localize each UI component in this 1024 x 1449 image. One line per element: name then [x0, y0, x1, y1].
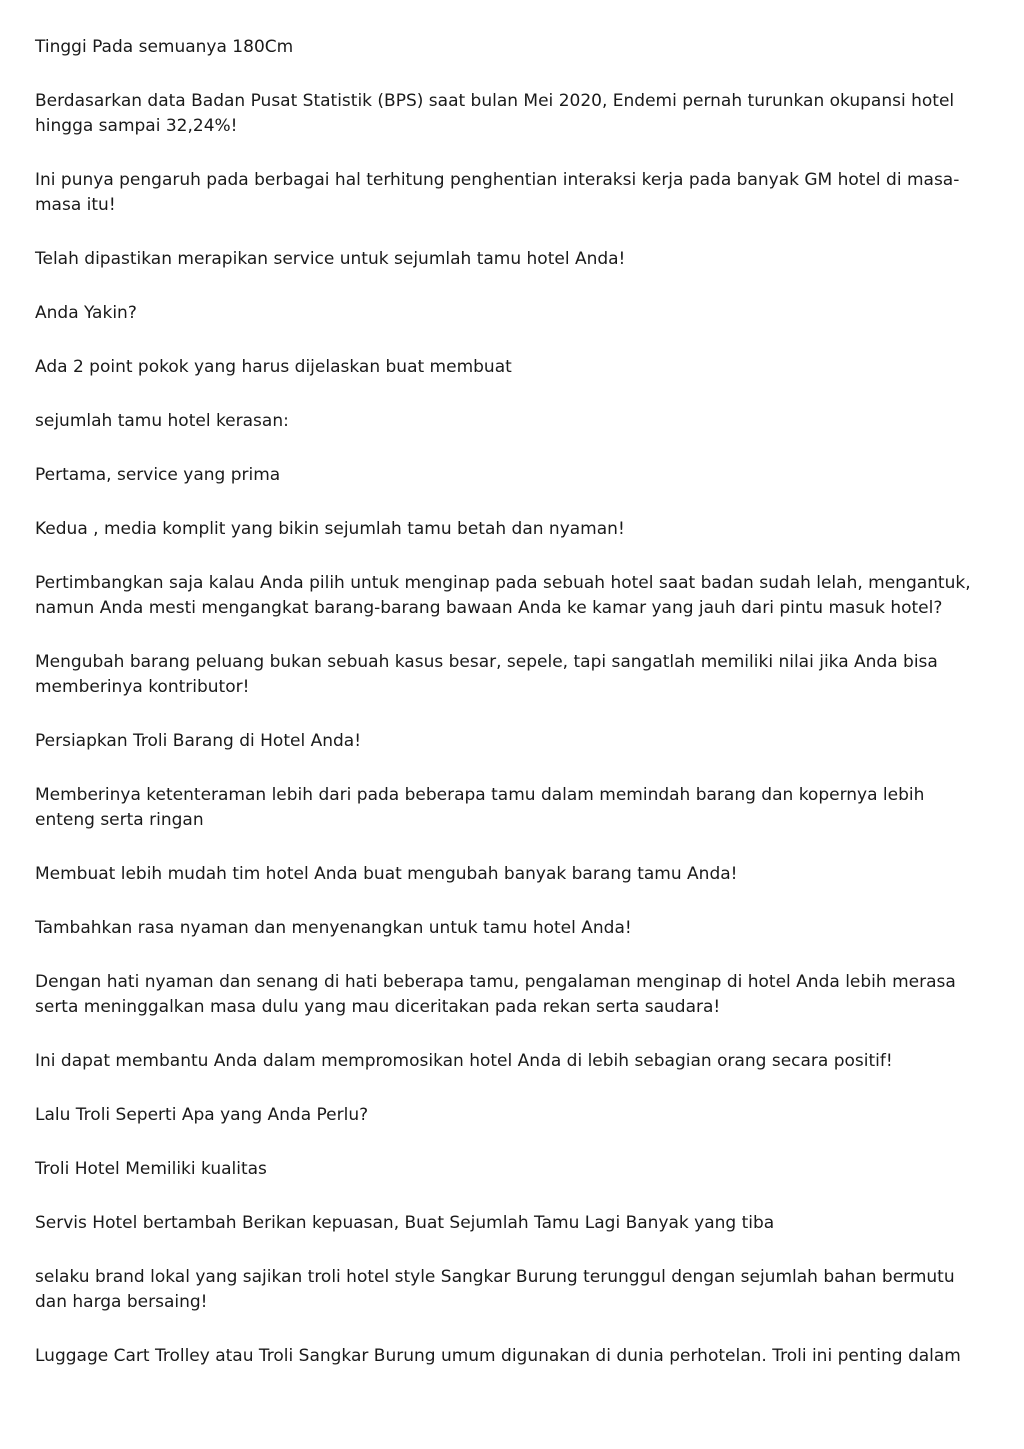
paragraph: Mengubah barang peluang bukan sebuah kasus besar, sepele, tapi sangatlah memiliki nilai jika Anda bisa memberinya kontributor!	[35, 652, 938, 697]
paragraph: Ada 2 point pokok yang harus dijelaskan buat membuat	[35, 357, 512, 377]
paragraph: Tinggi Pada semuanya 180Cm	[35, 37, 294, 57]
paragraph: Memberinya ketenteraman lebih dari pada beberapa tamu dalam memindah barang dan kopernya lebih enteng serta ringan	[35, 785, 925, 830]
paragraph: Dengan hati nyaman dan senang di hati beberapa tamu, pengalaman menginap di hotel Anda lebih merasa serta meninggalkan masa dulu yang mau diceritakan pada rekan serta saudara!	[35, 972, 956, 1017]
paragraph: selaku brand lokal yang sajikan troli hotel style Sangkar Burung terunggul dengan sejumlah bahan bermutu dan harga bersaing!	[35, 1267, 955, 1312]
paragraph: Telah dipastikan merapikan service untuk sejumlah tamu hotel Anda!	[35, 249, 626, 269]
paragraph: Tambahkan rasa nyaman dan menyenangkan untuk tamu hotel Anda!	[35, 918, 632, 938]
paragraph: Anda Yakin?	[35, 303, 137, 323]
paragraph: sejumlah tamu hotel kerasan:	[35, 411, 289, 431]
paragraph: Membuat lebih mudah tim hotel Anda buat mengubah banyak barang tamu Anda!	[35, 864, 738, 884]
paragraph: Ini punya pengaruh pada berbagai hal terhitung penghentian interaksi kerja pada banyak GM hotel di masa-masa itu!	[35, 170, 960, 215]
paragraph: Troli Hotel Memiliki kualitas	[35, 1159, 267, 1179]
paragraph: Berdasarkan data Badan Pusat Statistik (BPS) saat bulan Mei 2020, Endemi pernah turunkan okupansi hotel hingga sampai 32,24%!	[35, 91, 955, 136]
paragraph: Pertama, service yang prima	[35, 465, 281, 485]
paragraph: Servis Hotel bertambah Berikan kepuasan, Buat Sejumlah Tamu Lagi Banyak yang tiba	[35, 1213, 775, 1233]
paragraph: Persiapkan Troli Barang di Hotel Anda!	[35, 731, 362, 751]
paragraph: Pertimbangkan saja kalau Anda pilih untuk menginap pada sebuah hotel saat badan sudah lelah, mengantuk, namun Anda mesti mengangkat barang-barang bawaan Anda ke kamar yang jauh dari pintu masuk hotel?	[35, 573, 971, 618]
paragraph: Kedua , media komplit yang bikin sejumlah tamu betah dan nyaman!	[35, 519, 625, 539]
paragraph: Luggage Cart Trolley atau Troli Sangkar Burung umum digunakan di dunia perhotelan. Troli ini penting dalam	[35, 1346, 961, 1366]
paragraph: Lalu Troli Seperti Apa yang Anda Perlu?	[35, 1105, 369, 1125]
paragraph: Ini dapat membantu Anda dalam mempromosikan hotel Anda di lebih sebagian orang secara positif!	[35, 1051, 893, 1071]
